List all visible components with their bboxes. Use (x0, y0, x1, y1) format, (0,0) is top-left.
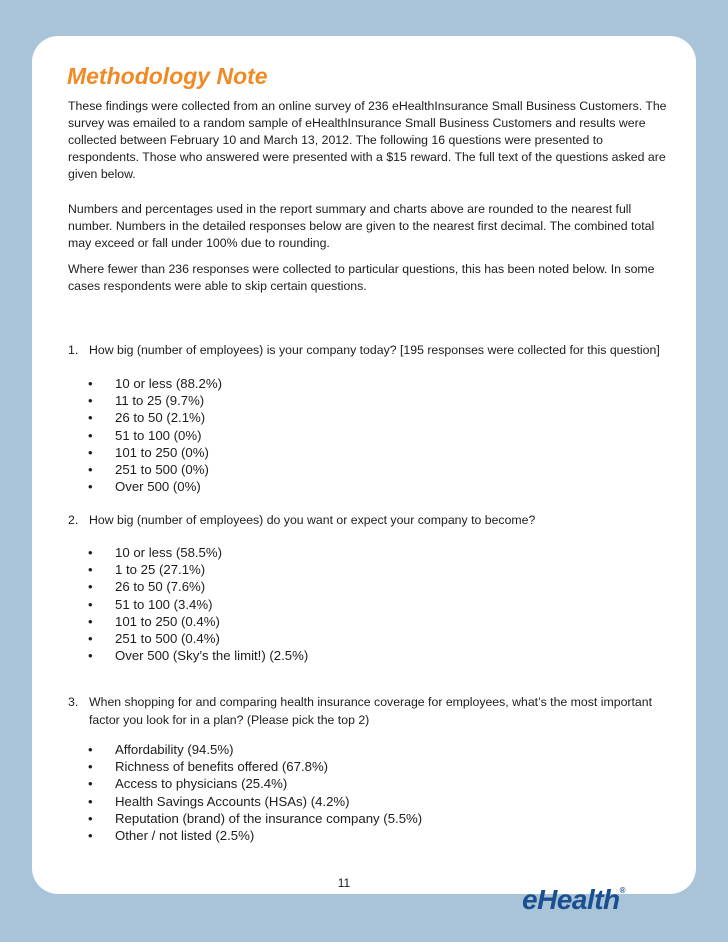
logo-wordmark: eHealth (522, 884, 620, 915)
list-item: • 251 to 500 (0.4%) (68, 630, 308, 647)
list-item: • Health Savings Accounts (HSAs) (4.2%) (68, 793, 422, 810)
question-2-options (68, 544, 308, 664)
list-item: • Access to physicians (25.4%) (68, 775, 422, 792)
rounding-paragraph: Numbers and percentages used in the report summary and charts above are rounded to the nearest full number. Numbers in the detailed responses below are given to the nearest first decimal. The combined total may exceed or fall under 100% due to rounding. (68, 202, 655, 250)
list-item: • Reputation (brand) of the insurance company (5.5%) (68, 810, 422, 827)
list-item: • 51 to 100 (3.4%) (68, 596, 308, 613)
question-number: 3. (68, 695, 79, 709)
list-item: • Affordability (94.5%) (68, 741, 422, 758)
ehealth-logo (522, 884, 625, 916)
list-item: • 10 or less (58.5%) (68, 544, 308, 561)
registered-mark: ® (619, 886, 626, 895)
list-item: • 101 to 250 (0.4%) (68, 613, 308, 630)
list-item: • 26 to 50 (7.6%) (68, 578, 308, 595)
question-1-options (68, 375, 222, 495)
list-item: • 26 to 50 (2.1%) (68, 409, 222, 426)
question-number: 2. (68, 513, 79, 527)
responses-paragraph: Where fewer than 236 responses were collected to particular questions, this has been noted below. In some cases respondents were able to skip certain questions. (68, 262, 655, 293)
list-item: • 101 to 250 (0%) (68, 444, 222, 461)
question-3-options (68, 741, 422, 844)
page-title: Methodology Note (67, 63, 268, 89)
list-item: • 51 to 100 (0%) (68, 427, 222, 444)
question-2 (68, 512, 678, 530)
question-text: How big (number of employees) is your company today? [195 responses were collected for this question] (89, 343, 660, 357)
list-item: • 1 to 25 (27.1%) (68, 561, 308, 578)
page-number: 11 (337, 876, 351, 890)
list-item: • 11 to 25 (9.7%) (68, 392, 222, 409)
list-item: • Other / not listed (2.5%) (68, 827, 422, 844)
list-item: • 10 or less (88.2%) (68, 375, 222, 392)
list-item: • 251 to 500 (0%) (68, 461, 222, 478)
page-card (32, 36, 696, 894)
question-text: When shopping for and comparing health insurance coverage for employees, what’s the most important factor you look for in a plan? (Please pick the top 2) (89, 695, 653, 727)
question-number: 1. (68, 343, 79, 357)
intro-paragraph: These findings were collected from an online survey of 236 eHealthInsurance Small Business Customers. The survey was emailed to a random sample of eHealthInsurance Small Business Customers and results were collected between February 10 and March 13, 2012. The following 16 questions were presented to respondents. Those who answered were presented with a $15 reward. The full text of the questions asked are given below. (68, 99, 667, 181)
list-item: • Over 500 (Sky’s the limit!) (2.5%) (68, 647, 308, 664)
question-text: How big (number of employees) do you want or expect your company to become? (89, 513, 536, 527)
question-1 (68, 342, 678, 360)
list-item: • Over 500 (0%) (68, 478, 222, 495)
list-item: • Richness of benefits offered (67.8%) (68, 758, 422, 775)
question-3 (68, 694, 678, 729)
